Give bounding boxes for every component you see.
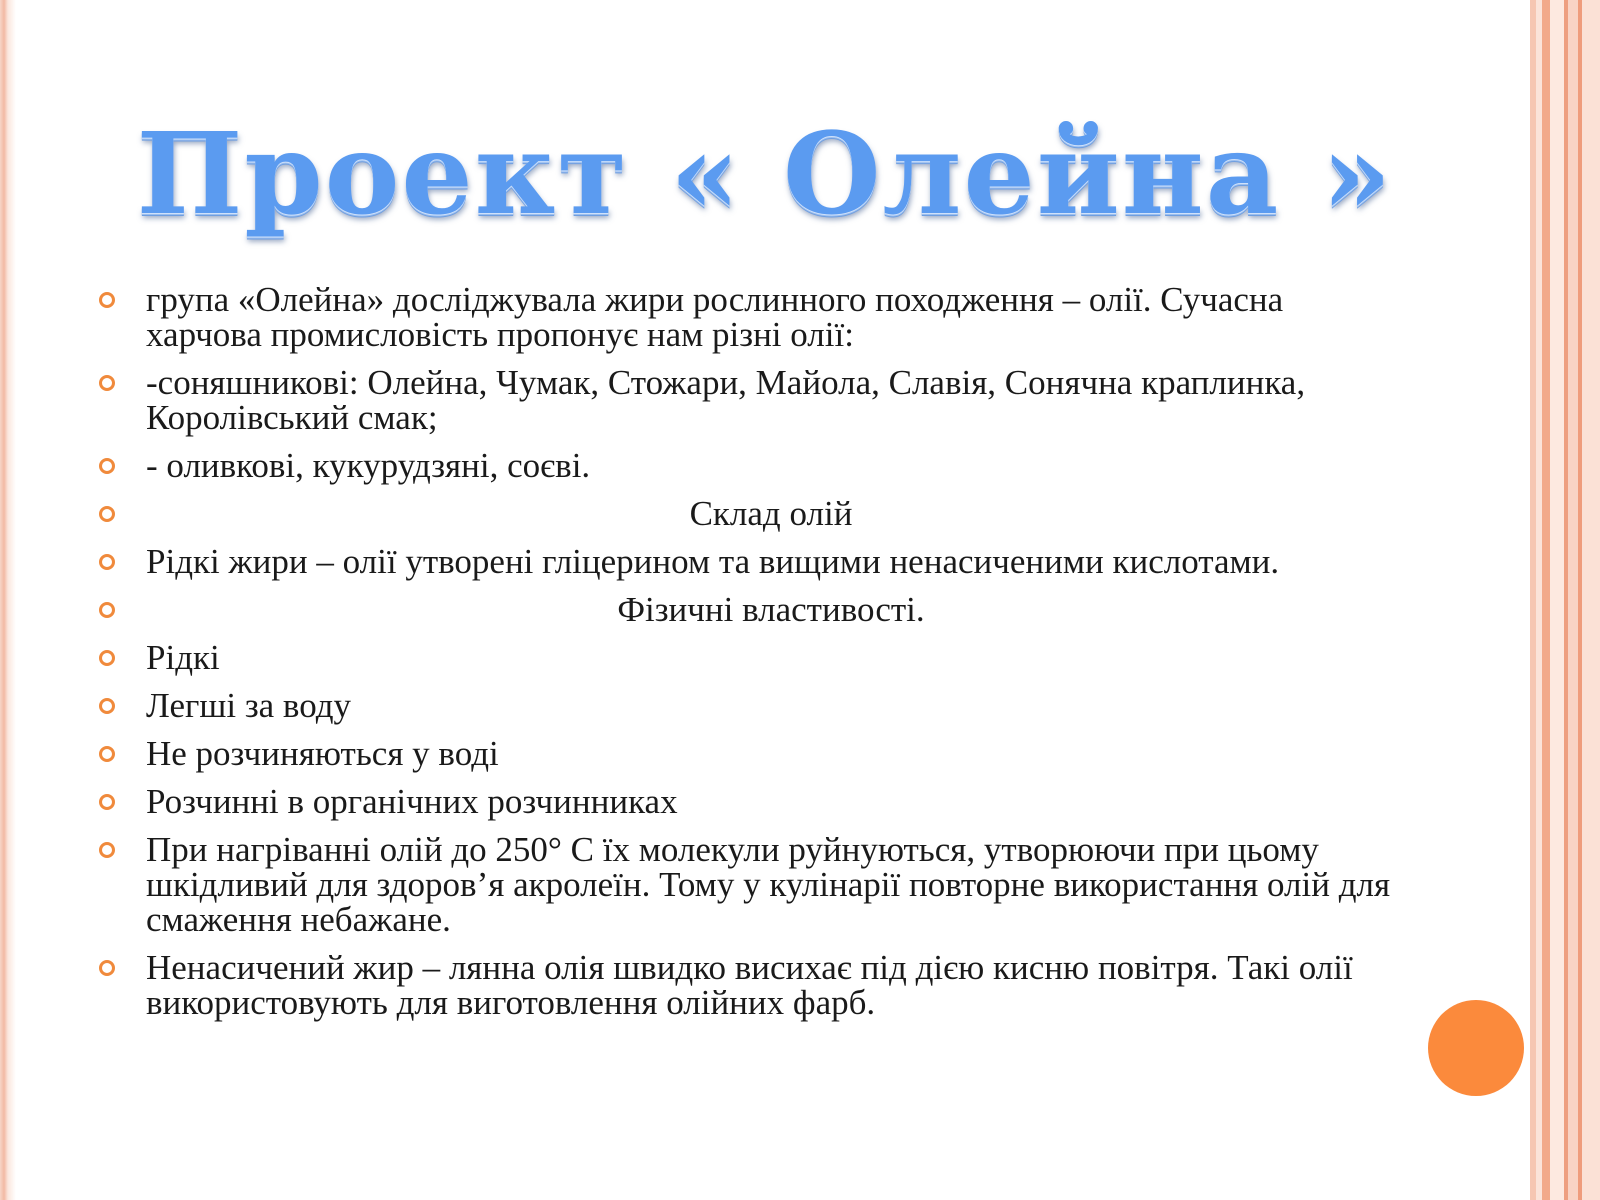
bullet-list bbox=[96, 282, 1396, 1033]
right-stripes-decoration bbox=[1530, 0, 1600, 1200]
bullet-item bbox=[96, 365, 1396, 435]
bullet-text: При нагріванні олій до 250° С їх молекули руйнуються, утворюючи при цьому шкідливий для здоров’я акролеїн. Тому у кулінарії повторне використання олій для смаження небажане. bbox=[146, 830, 1391, 939]
bullet-text: Рідкі bbox=[146, 638, 220, 677]
bullet-circle-icon bbox=[99, 458, 115, 474]
bullet-item bbox=[96, 282, 1396, 352]
bullet-text: Ненасичений жир – лянна олія швидко висихає під дією кисню повітря. Такі олії використовують для виготовлення олійних фарб. bbox=[146, 948, 1353, 1022]
bullet-text: Рідкі жири – олії утворені гліцерином та вищими ненасиченими кислотами. bbox=[146, 542, 1280, 581]
bullet-item-heading bbox=[96, 496, 1396, 531]
bullet-circle-icon bbox=[99, 960, 115, 976]
bullet-item bbox=[96, 448, 1396, 483]
bullet-text: Не розчиняються у воді bbox=[146, 734, 499, 773]
bullet-circle-icon bbox=[99, 746, 115, 762]
bullet-item bbox=[96, 688, 1396, 723]
bullet-circle-icon bbox=[99, 794, 115, 810]
bullet-circle-icon bbox=[99, 554, 115, 570]
bullet-item bbox=[96, 640, 1396, 675]
bullet-circle-icon bbox=[99, 375, 115, 391]
bullet-circle-icon bbox=[99, 698, 115, 714]
section-heading-composition: Склад олій bbox=[689, 494, 853, 533]
bullet-circle-icon bbox=[99, 842, 115, 858]
section-heading-physical-properties: Фізичні властивості. bbox=[617, 590, 925, 629]
orange-circle-decoration bbox=[1428, 1000, 1524, 1096]
bullet-text: -соняшникові: Олейна, Чумак, Стожари, Майола, Славія, Сонячна краплинка, Королівський смак; bbox=[146, 363, 1306, 437]
bullet-text: група «Олейна» досліджувала жири рослинного походження – олії. Сучасна харчова промисловість пропонує нам різні олії: bbox=[146, 280, 1284, 354]
bullet-circle-icon bbox=[99, 506, 115, 522]
slide-title: Проект « Олейна » bbox=[136, 109, 1394, 240]
bullet-item bbox=[96, 950, 1396, 1020]
bullet-text: - оливкові, кукурудзяні, соєві. bbox=[146, 446, 591, 485]
bullet-circle-icon bbox=[99, 292, 115, 308]
bullet-text: Розчинні в органічних розчинниках bbox=[146, 782, 678, 821]
bullet-item bbox=[96, 784, 1396, 819]
bullet-circle-icon bbox=[99, 650, 115, 666]
bullet-circle-icon bbox=[99, 602, 115, 618]
bullet-item-heading bbox=[96, 592, 1396, 627]
bullet-item bbox=[96, 736, 1396, 771]
bullet-item bbox=[96, 832, 1396, 937]
bullet-text: Легші за воду bbox=[146, 686, 352, 725]
bullet-item bbox=[96, 544, 1396, 579]
